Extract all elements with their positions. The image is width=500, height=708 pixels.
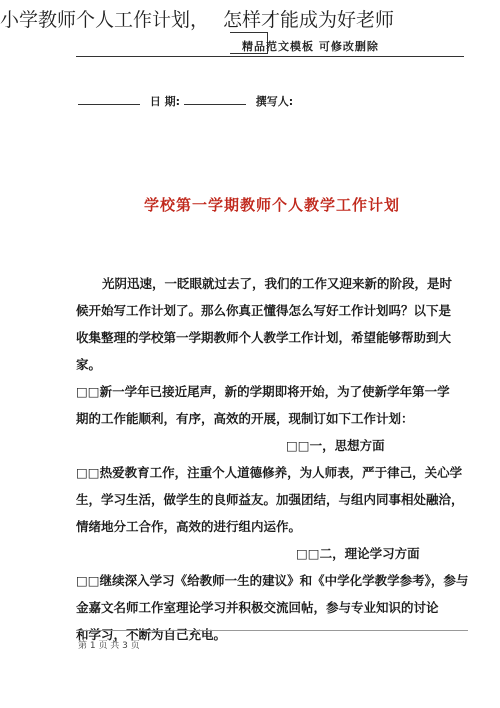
paragraph-line: 情绪地分工合作，高效的进行组内运作。 bbox=[76, 519, 302, 534]
date-blank bbox=[184, 94, 246, 105]
document-page bbox=[72, 38, 472, 698]
paragraph-line: 生，学习生活，做学生的良师益友。加强团结，与组内同事相处融洽， bbox=[76, 492, 464, 507]
date-label: 日 期: bbox=[149, 95, 181, 108]
document-title: 学校第一学期教师个人教学工作计划 bbox=[143, 196, 400, 214]
paragraph-line: □□新一学年已接近尾声，新的学期即将开始，为了使新学年第一学 bbox=[76, 384, 450, 399]
header-caption: 精品范文模板 可修改删除 bbox=[242, 40, 379, 53]
paragraph-line: 金嘉文名师工作室理论学习并积极交流回帖，参与专业知识的讨论 bbox=[76, 600, 439, 615]
author-label: 撰写人: bbox=[255, 95, 294, 108]
form-row bbox=[78, 93, 468, 109]
header-divider bbox=[76, 56, 464, 57]
blank-line bbox=[78, 94, 140, 105]
paragraph-line: 收集整理的学校第一学期教师个人教学工作计划，希望能够帮助到大 bbox=[76, 330, 452, 345]
paragraph-line: 候开始写工作计划了。那么你真正懂得怎么写好工作计划吗？以下是 bbox=[76, 303, 452, 318]
paragraph-line: 和学习，不断为自己充电。 bbox=[76, 627, 227, 642]
paragraph-line: □□热爱教育工作，注重个人道德修养，为人师表，严于律己，关心学 bbox=[76, 465, 463, 480]
page-number: 第 1 页 共 3 页 bbox=[78, 641, 140, 651]
page-title-part2: 怎样才能成为好老师 bbox=[223, 9, 395, 31]
paragraph-line: 家。 bbox=[76, 357, 102, 372]
paragraph-line: □□继续深入学习《给教师一生的建议》和《中学化学教学参考》，参与 bbox=[76, 573, 468, 588]
page-title-part1: 小学教师个人工作计划， bbox=[0, 9, 210, 31]
paragraph-line: 光阴迅速，一眨眼就过去了，我们的工作又迎来新的阶段，是时 bbox=[102, 276, 453, 291]
section-heading: □□一，思想方面 bbox=[286, 438, 385, 453]
section-heading: □□二，理论学习方面 bbox=[296, 546, 420, 561]
document-body bbox=[76, 270, 468, 648]
paragraph-line: 期的工作能顺利，有序，高效的开展，现制订如下工作计划： bbox=[76, 411, 414, 426]
footer-divider bbox=[76, 630, 468, 631]
